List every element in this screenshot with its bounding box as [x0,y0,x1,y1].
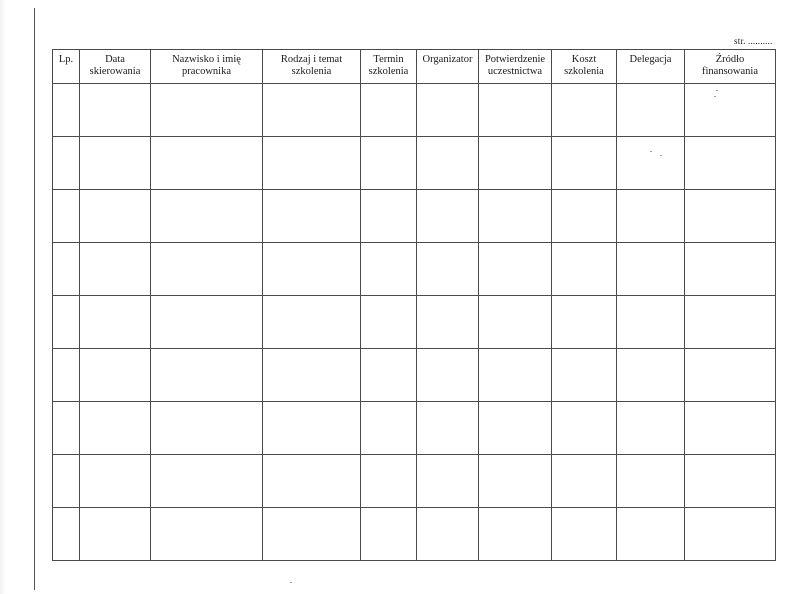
table-cell[interactable] [617,190,685,243]
page-binding-edge [0,0,6,594]
table-cell[interactable] [685,243,776,296]
table-cell[interactable] [479,349,552,402]
table-cell[interactable] [80,190,151,243]
table-cell[interactable] [263,508,361,561]
column-header [263,50,361,84]
table-cell[interactable] [53,508,80,561]
table-cell[interactable] [151,243,263,296]
table-cell[interactable] [80,402,151,455]
table-cell[interactable] [479,508,552,561]
table-cell[interactable] [479,190,552,243]
table-cell[interactable] [361,190,417,243]
table-cell[interactable] [53,84,80,137]
column-header-line: uczestnictwa [487,66,543,77]
table-cell[interactable] [263,402,361,455]
table-cell[interactable] [417,84,479,137]
table-cell[interactable] [53,137,80,190]
table-cell[interactable] [361,243,417,296]
table-cell[interactable] [80,243,151,296]
table-cell[interactable] [151,455,263,508]
table-cell[interactable] [417,349,479,402]
table-cell[interactable] [151,84,263,137]
page-number-label: str. .......... [734,36,773,46]
table-cell[interactable] [263,349,361,402]
column-header-line: Lp. [58,54,74,65]
column-header [151,50,263,84]
table-cell[interactable] [417,508,479,561]
column-header-line: Koszt [571,54,597,65]
table-cell[interactable] [685,455,776,508]
table-cell[interactable] [53,243,80,296]
table-row [53,296,776,349]
table-cell[interactable] [80,455,151,508]
column-header [479,50,552,84]
table-cell[interactable] [417,296,479,349]
column-header [552,50,617,84]
column-header-line: skierowania [89,66,141,77]
table-row [53,455,776,508]
table-row [53,508,776,561]
table-cell[interactable] [617,349,685,402]
table-cell[interactable] [151,296,263,349]
table-cell[interactable] [617,296,685,349]
column-header-line: finansowania [702,66,758,77]
column-header-line: Delegacja [629,54,672,65]
column-header-line: Rodzaj i temat [280,54,343,65]
column-header [361,50,417,84]
column-header-line: Termin [373,54,404,65]
table-cell[interactable] [53,296,80,349]
table-cell[interactable] [417,243,479,296]
scan-speck [660,155,662,156]
column-header-line: szkolenia [291,66,332,77]
scan-speck [714,96,716,97]
column-header [617,50,685,84]
table-cell[interactable] [479,455,552,508]
table-cell[interactable] [552,455,617,508]
scan-speck [716,90,718,91]
table-header-row [53,50,776,84]
table-cell[interactable] [417,137,479,190]
table-cell[interactable] [552,508,617,561]
table-cell[interactable] [263,137,361,190]
table-cell[interactable] [53,349,80,402]
table-cell[interactable] [479,243,552,296]
table-cell[interactable] [263,243,361,296]
table-cell[interactable] [479,137,552,190]
column-header-line: szkolenia [564,66,604,77]
table-cell[interactable] [685,402,776,455]
table-cell[interactable] [361,455,417,508]
table-cell[interactable] [263,455,361,508]
table-cell[interactable] [361,84,417,137]
table-cell[interactable] [552,137,617,190]
table-cell[interactable] [80,349,151,402]
table-cell[interactable] [685,137,776,190]
table-cell[interactable] [685,508,776,561]
table-cell[interactable] [617,137,685,190]
table-cell[interactable] [263,190,361,243]
table-cell[interactable] [552,243,617,296]
table-cell[interactable] [552,349,617,402]
table-cell[interactable] [151,402,263,455]
table-cell[interactable] [151,190,263,243]
table-body [53,84,776,561]
table-cell[interactable] [685,349,776,402]
scan-speck [290,582,292,583]
training-register-table [52,49,776,561]
column-header [685,50,776,84]
table-cell[interactable] [361,137,417,190]
table-cell[interactable] [80,508,151,561]
table-cell[interactable] [53,455,80,508]
table-cell[interactable] [53,190,80,243]
column-header-line: szkolenia [368,66,409,77]
table-cell[interactable] [552,84,617,137]
table-cell[interactable] [617,455,685,508]
table-cell[interactable] [417,455,479,508]
table-row [53,190,776,243]
table-cell[interactable] [80,137,151,190]
table-cell[interactable] [479,402,552,455]
table-cell[interactable] [617,243,685,296]
column-header-line: pracownika [182,66,231,77]
table-cell[interactable] [151,508,263,561]
table-row [53,402,776,455]
table-cell[interactable] [617,84,685,137]
table-row [53,243,776,296]
column-header [53,50,80,84]
table-cell[interactable] [361,508,417,561]
column-header [80,50,151,84]
table-cell[interactable] [479,84,552,137]
table-cell[interactable] [617,402,685,455]
table-cell[interactable] [685,296,776,349]
table-row [53,84,776,137]
column-header-line: Nazwisko i imię [172,54,241,65]
table-cell[interactable] [361,349,417,402]
table-cell[interactable] [151,137,263,190]
table-cell[interactable] [685,190,776,243]
table-cell[interactable] [417,402,479,455]
table-cell[interactable] [263,296,361,349]
table-cell[interactable] [617,508,685,561]
table-row [53,349,776,402]
table-cell[interactable] [361,296,417,349]
table-cell[interactable] [552,296,617,349]
column-header [417,50,479,84]
table-cell[interactable] [361,402,417,455]
table-cell[interactable] [685,84,776,137]
table-cell[interactable] [552,190,617,243]
table-cell[interactable] [53,402,80,455]
column-header-line: Data [105,54,125,65]
left-margin-line [34,8,35,590]
column-header-line: Potwierdzenie [484,54,546,65]
scan-speck [650,151,652,152]
table-cell[interactable] [552,402,617,455]
table-cell[interactable] [479,296,552,349]
table-row [53,137,776,190]
table-cell[interactable] [80,84,151,137]
table-cell[interactable] [263,84,361,137]
table-cell[interactable] [417,190,479,243]
column-header-line: Źródło [715,54,745,65]
table-cell[interactable] [151,349,263,402]
column-header-line: Organizator [422,54,473,65]
table-cell[interactable] [80,296,151,349]
